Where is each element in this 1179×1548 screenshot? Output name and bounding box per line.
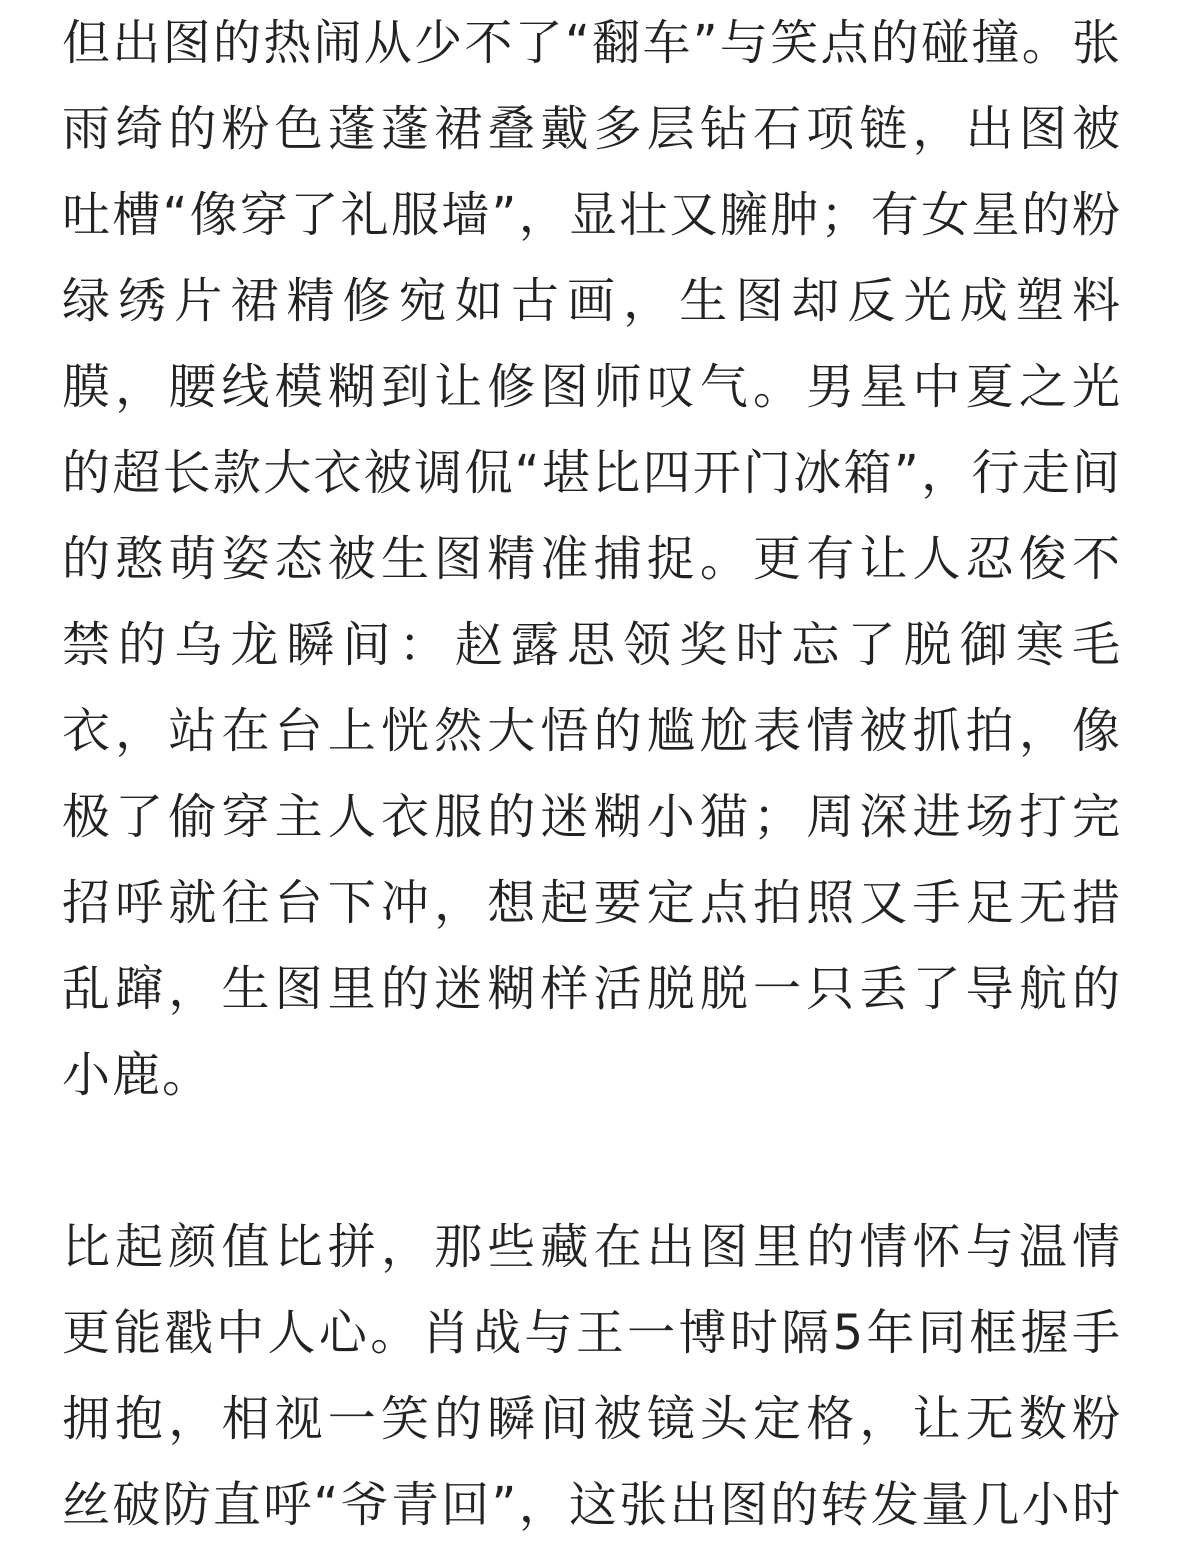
- text-line: 丝破防直呼“爷青回”，这张出图的转发量几小时: [62, 1477, 1122, 1533]
- text-line: 雨绮的粉色蓬蓬裙叠戴多层钻石项链，出图被: [62, 101, 1122, 157]
- text-line: 乱蹿，生图里的迷糊样活脱脱一只丢了导航的: [62, 961, 1122, 1017]
- text-line: 衣，站在台上恍然大悟的尴尬表情被抓拍，像: [62, 703, 1122, 759]
- text-line: 比起颜值比拼，那些藏在出图里的情怀与温情: [62, 1219, 1122, 1275]
- paragraph-1: [62, 0, 1122, 1118]
- text-line: 的憨萌姿态被生图精准捕捉。更有让人忍俊不: [62, 531, 1122, 587]
- article-body: [62, 0, 1122, 1548]
- text-line: 招呼就往台下冲，想起要定点拍照又手足无措: [62, 875, 1122, 931]
- paragraph-2: [62, 1204, 1122, 1548]
- text-line: 的超长款大衣被调侃“堪比四开门冰箱”，行走间: [62, 445, 1122, 501]
- text-line: 禁的乌龙瞬间：赵露思领奖时忘了脱御寒毛: [62, 617, 1122, 673]
- text-line: 极了偷穿主人衣服的迷糊小猫；周深进场打完: [62, 789, 1122, 845]
- text-line: 拥抱，相视一笑的瞬间被镜头定格，让无数粉: [62, 1391, 1122, 1447]
- text-line: 更能戳中人心。肖战与王一博时隔5年同框握手: [62, 1305, 1122, 1361]
- text-line: 绿绣片裙精修宛如古画，生图却反光成塑料: [62, 273, 1122, 329]
- text-line: 小鹿。: [62, 1047, 213, 1103]
- text-line: 膜，腰线模糊到让修图师叹气。男星中夏之光: [62, 359, 1122, 415]
- text-line: 但出图的热闹从少不了“翻车”与笑点的碰撞。张: [62, 15, 1122, 71]
- text-line: 吐槽“像穿了礼服墙”，显壮又臃肿；有女星的粉: [62, 187, 1122, 243]
